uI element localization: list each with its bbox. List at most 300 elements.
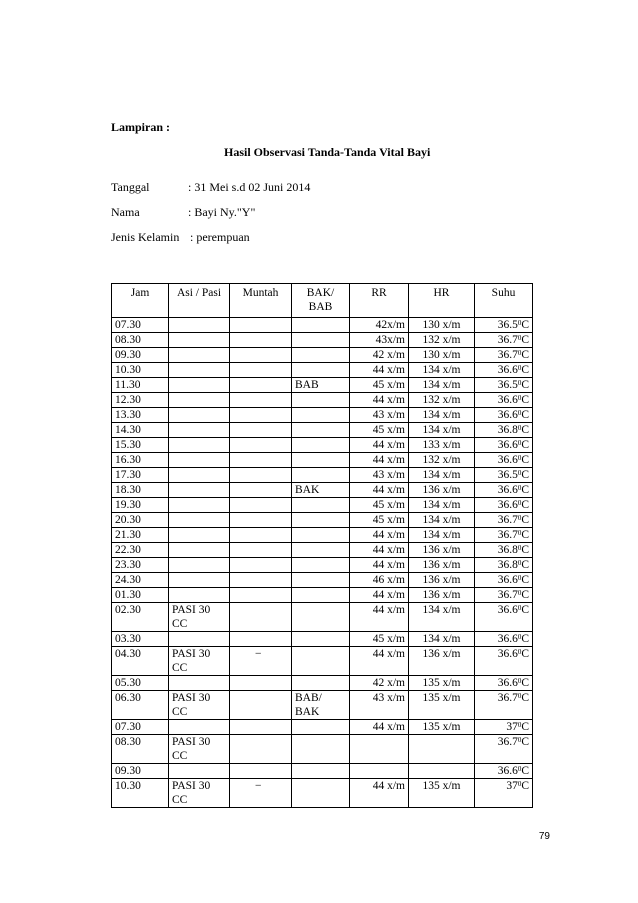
suhu-cell (475, 676, 533, 691)
suhu-value: 36.8 (497, 559, 518, 571)
degree-superscript: 0 (517, 574, 522, 582)
jam-cell: 03.30 (112, 632, 169, 647)
asi-pasi-cell (169, 333, 230, 348)
table-row (112, 483, 533, 498)
rr-cell: 44 x/m (350, 588, 409, 603)
suhu-value: 36.6 (497, 364, 518, 376)
table-row (112, 588, 533, 603)
jam-cell: 14.30 (112, 423, 169, 438)
suhu-cell (475, 632, 533, 647)
suhu-value: 36.6 (497, 454, 518, 466)
muntah-cell (230, 603, 292, 632)
suhu-cell (475, 438, 533, 453)
suhu-unit: C (521, 499, 529, 511)
suhu-cell (475, 408, 533, 423)
header-hr: HR (409, 284, 475, 318)
asi-pasi-cell (169, 483, 230, 498)
rr-cell: 42x/m (350, 318, 409, 333)
rr-cell: 45 x/m (350, 513, 409, 528)
hr-cell: 133 x/m (409, 438, 475, 453)
suhu-unit: C (521, 349, 529, 361)
jam-cell: 05.30 (112, 676, 169, 691)
suhu-value: 37 (506, 721, 518, 733)
bak-bab-cell (292, 735, 350, 764)
degree-superscript: 0 (517, 604, 522, 612)
rr-cell: 45 x/m (350, 498, 409, 513)
hr-cell: 136 x/m (409, 647, 475, 676)
jam-cell: 10.30 (112, 363, 169, 378)
suhu-cell (475, 603, 533, 632)
degree-superscript: 0 (517, 409, 522, 417)
rr-cell: 44 x/m (350, 528, 409, 543)
bak-bab-cell (292, 438, 350, 453)
muntah-cell: − (230, 647, 292, 676)
rr-cell: 46 x/m (350, 573, 409, 588)
bak-bab-cell (292, 764, 350, 779)
suhu-value: 36.6 (497, 574, 518, 586)
suhu-cell (475, 528, 533, 543)
jenis-kelamin-label: Jenis Kelamin (111, 230, 180, 244)
jam-cell: 06.30 (112, 691, 169, 720)
hr-cell: 132 x/m (409, 453, 475, 468)
muntah-cell: − (230, 779, 292, 808)
asi-pasi-cell (169, 528, 230, 543)
asi-pasi-cell (169, 632, 230, 647)
degree-superscript: 0 (517, 589, 522, 597)
degree-superscript: 0 (517, 499, 522, 507)
asi-pasi-cell (169, 468, 230, 483)
muntah-cell (230, 423, 292, 438)
jam-cell: 12.30 (112, 393, 169, 408)
jam-cell: 24.30 (112, 573, 169, 588)
muntah-cell (230, 691, 292, 720)
degree-superscript: 0 (517, 469, 522, 477)
hr-cell: 134 x/m (409, 468, 475, 483)
table-row (112, 423, 533, 438)
hr-cell: 134 x/m (409, 632, 475, 647)
asi-pasi-cell (169, 393, 230, 408)
hr-cell: 136 x/m (409, 558, 475, 573)
asi-pasi-cell (169, 558, 230, 573)
hr-cell: 136 x/m (409, 483, 475, 498)
jam-cell: 10.30 (112, 779, 169, 808)
hr-cell: 135 x/m (409, 779, 475, 808)
suhu-value: 36.6 (497, 484, 518, 496)
suhu-value: 36.5 (497, 379, 518, 391)
suhu-value: 36.7 (497, 736, 518, 748)
table-row (112, 513, 533, 528)
asi-pasi-cell (169, 318, 230, 333)
suhu-cell (475, 453, 533, 468)
table-row (112, 528, 533, 543)
rr-cell (350, 764, 409, 779)
asi-pasi-cell (169, 513, 230, 528)
vital-signs-table (111, 283, 533, 808)
bak-bab-cell: BAK (292, 483, 350, 498)
jam-cell: 23.30 (112, 558, 169, 573)
suhu-unit: C (521, 721, 529, 733)
degree-superscript: 0 (517, 319, 522, 327)
rr-cell: 44 x/m (350, 647, 409, 676)
table-row (112, 498, 533, 513)
suhu-unit: C (521, 559, 529, 571)
bak-bab-cell (292, 408, 350, 423)
suhu-unit: C (521, 424, 529, 436)
suhu-value: 36.7 (497, 349, 518, 361)
suhu-cell (475, 423, 533, 438)
suhu-unit: C (521, 469, 529, 481)
header-bak-bab: BAK/ BAB (292, 284, 350, 318)
hr-cell: 134 x/m (409, 363, 475, 378)
jenis-kelamin-value: : perempuan (190, 230, 250, 244)
suhu-unit: C (521, 604, 529, 616)
nama-label: Nama (111, 205, 140, 219)
suhu-value: 36.6 (497, 765, 518, 777)
degree-superscript: 0 (517, 559, 522, 567)
rr-cell (350, 735, 409, 764)
suhu-cell (475, 468, 533, 483)
jam-cell: 20.30 (112, 513, 169, 528)
suhu-unit: C (521, 648, 529, 660)
muntah-cell (230, 513, 292, 528)
suhu-value: 36.6 (497, 648, 518, 660)
bak-bab-cell (292, 779, 350, 808)
rr-cell: 42 x/m (350, 676, 409, 691)
jam-cell: 18.30 (112, 483, 169, 498)
header-rr: RR (350, 284, 409, 318)
suhu-value: 36.8 (497, 544, 518, 556)
bak-bab-cell (292, 468, 350, 483)
hr-cell: 134 x/m (409, 528, 475, 543)
suhu-cell (475, 363, 533, 378)
jam-cell: 15.30 (112, 438, 169, 453)
muntah-cell (230, 632, 292, 647)
asi-pasi-cell (169, 408, 230, 423)
suhu-unit: C (521, 439, 529, 451)
rr-cell: 43x/m (350, 333, 409, 348)
hr-cell: 130 x/m (409, 348, 475, 363)
bak-bab-cell (292, 632, 350, 647)
muntah-cell (230, 720, 292, 735)
header-suhu: Suhu (475, 284, 533, 318)
suhu-cell (475, 764, 533, 779)
rr-cell: 44 x/m (350, 543, 409, 558)
suhu-cell (475, 735, 533, 764)
muntah-cell (230, 348, 292, 363)
suhu-value: 36.6 (497, 633, 518, 645)
suhu-unit: C (521, 633, 529, 645)
suhu-cell (475, 588, 533, 603)
suhu-value: 36.5 (497, 319, 518, 331)
hr-cell (409, 735, 475, 764)
bak-bab-cell (292, 318, 350, 333)
suhu-cell (475, 378, 533, 393)
hr-cell: 135 x/m (409, 720, 475, 735)
rr-cell: 44 x/m (350, 558, 409, 573)
muntah-cell (230, 378, 292, 393)
jam-cell: 22.30 (112, 543, 169, 558)
rr-cell: 44 x/m (350, 720, 409, 735)
hr-cell: 134 x/m (409, 378, 475, 393)
table-row (112, 453, 533, 468)
hr-cell: 134 x/m (409, 408, 475, 423)
bak-bab-cell (292, 453, 350, 468)
table-row (112, 363, 533, 378)
suhu-cell (475, 393, 533, 408)
suhu-cell (475, 779, 533, 808)
table-row (112, 691, 533, 720)
jam-cell: 11.30 (112, 378, 169, 393)
table-row (112, 779, 533, 808)
suhu-value: 36.7 (497, 692, 518, 704)
table-row (112, 720, 533, 735)
table-row (112, 558, 533, 573)
hr-cell: 130 x/m (409, 318, 475, 333)
degree-superscript: 0 (517, 484, 522, 492)
jam-cell: 16.30 (112, 453, 169, 468)
muntah-cell (230, 468, 292, 483)
suhu-value: 36.6 (497, 394, 518, 406)
jam-cell: 08.30 (112, 735, 169, 764)
degree-superscript: 0 (517, 364, 522, 372)
hr-cell: 134 x/m (409, 423, 475, 438)
header-jam: Jam (112, 284, 169, 318)
jam-cell: 13.30 (112, 408, 169, 423)
suhu-unit: C (521, 319, 529, 331)
bak-bab-cell (292, 720, 350, 735)
degree-superscript: 0 (517, 334, 522, 342)
suhu-unit: C (521, 409, 529, 421)
degree-superscript: 0 (517, 633, 522, 641)
muntah-cell (230, 543, 292, 558)
bak-bab-cell (292, 676, 350, 691)
rr-cell: 45 x/m (350, 423, 409, 438)
bak-bab-cell (292, 528, 350, 543)
suhu-cell (475, 647, 533, 676)
suhu-cell (475, 691, 533, 720)
table-row (112, 603, 533, 632)
table-row (112, 378, 533, 393)
asi-pasi-cell (169, 438, 230, 453)
hr-cell: 135 x/m (409, 676, 475, 691)
tanggal-value: : 31 Mei s.d 02 Juni 2014 (188, 180, 311, 194)
suhu-cell (475, 318, 533, 333)
degree-superscript: 0 (517, 424, 522, 432)
suhu-value: 36.7 (497, 529, 518, 541)
muntah-cell (230, 408, 292, 423)
asi-pasi-cell (169, 378, 230, 393)
asi-pasi-cell (169, 543, 230, 558)
muntah-cell (230, 676, 292, 691)
lampiran-label: Lampiran : (111, 120, 171, 134)
rr-cell: 43 x/m (350, 691, 409, 720)
suhu-value: 36.6 (497, 604, 518, 616)
rr-cell: 44 x/m (350, 363, 409, 378)
suhu-cell (475, 558, 533, 573)
rr-cell: 44 x/m (350, 438, 409, 453)
hr-cell: 132 x/m (409, 393, 475, 408)
hr-cell: 136 x/m (409, 573, 475, 588)
asi-pasi-cell: PASI 30 CC (169, 691, 230, 720)
asi-pasi-cell: PASI 30 CC (169, 735, 230, 764)
table-row (112, 676, 533, 691)
suhu-unit: C (521, 514, 529, 526)
suhu-cell (475, 483, 533, 498)
muntah-cell (230, 498, 292, 513)
jam-cell: 01.30 (112, 588, 169, 603)
rr-cell: 45 x/m (350, 378, 409, 393)
degree-superscript: 0 (517, 544, 522, 552)
suhu-value: 36.5 (497, 469, 518, 481)
suhu-value: 36.6 (497, 499, 518, 511)
header-asi-pasi: Asi / Pasi (169, 284, 230, 318)
degree-superscript: 0 (517, 765, 522, 773)
muntah-cell (230, 588, 292, 603)
suhu-unit: C (521, 589, 529, 601)
degree-superscript: 0 (517, 394, 522, 402)
muntah-cell (230, 333, 292, 348)
suhu-value: 36.6 (497, 677, 518, 689)
table-row (112, 393, 533, 408)
table-row (112, 318, 533, 333)
degree-superscript: 0 (517, 514, 522, 522)
rr-cell: 43 x/m (350, 468, 409, 483)
suhu-value: 36.6 (497, 439, 518, 451)
asi-pasi-cell (169, 453, 230, 468)
bak-bab-cell: BAB/ BAK (292, 691, 350, 720)
nama-value: : Bayi Ny."Y" (188, 205, 256, 219)
suhu-cell (475, 498, 533, 513)
suhu-unit: C (521, 692, 529, 704)
jam-cell: 04.30 (112, 647, 169, 676)
degree-superscript: 0 (517, 454, 522, 462)
suhu-cell (475, 333, 533, 348)
bak-bab-cell (292, 498, 350, 513)
muntah-cell (230, 528, 292, 543)
degree-superscript: 0 (517, 349, 522, 357)
asi-pasi-cell (169, 720, 230, 735)
suhu-cell (475, 543, 533, 558)
rr-cell: 43 x/m (350, 408, 409, 423)
bak-bab-cell (292, 348, 350, 363)
jam-cell: 21.30 (112, 528, 169, 543)
hr-cell: 135 x/m (409, 691, 475, 720)
tanggal-label: Tanggal (111, 180, 150, 194)
suhu-unit: C (521, 780, 529, 792)
rr-cell: 45 x/m (350, 632, 409, 647)
header-muntah: Muntah (230, 284, 292, 318)
suhu-unit: C (521, 484, 529, 496)
suhu-unit: C (521, 574, 529, 586)
hr-cell: 136 x/m (409, 543, 475, 558)
degree-superscript: 0 (517, 692, 522, 700)
suhu-unit: C (521, 454, 529, 466)
bak-bab-cell (292, 543, 350, 558)
degree-superscript: 0 (517, 721, 522, 729)
suhu-unit: C (521, 364, 529, 376)
asi-pasi-cell (169, 764, 230, 779)
table-row (112, 735, 533, 764)
suhu-unit: C (521, 334, 529, 346)
table-header-row (112, 284, 533, 318)
suhu-value: 36.8 (497, 424, 518, 436)
asi-pasi-cell: PASI 30 CC (169, 603, 230, 632)
table-row (112, 543, 533, 558)
suhu-value: 36.7 (497, 514, 518, 526)
bak-bab-cell (292, 588, 350, 603)
table-row (112, 647, 533, 676)
muntah-cell (230, 453, 292, 468)
muntah-cell (230, 393, 292, 408)
degree-superscript: 0 (517, 780, 522, 788)
suhu-value: 36.7 (497, 589, 518, 601)
muntah-cell (230, 438, 292, 453)
jam-cell: 08.30 (112, 333, 169, 348)
asi-pasi-cell (169, 588, 230, 603)
bak-bab-cell: BAB (292, 378, 350, 393)
rr-cell: 44 x/m (350, 453, 409, 468)
suhu-cell (475, 720, 533, 735)
suhu-cell (475, 513, 533, 528)
muntah-cell (230, 363, 292, 378)
table-row (112, 573, 533, 588)
bak-bab-cell (292, 558, 350, 573)
suhu-unit: C (521, 765, 529, 777)
table-row (112, 348, 533, 363)
hr-cell (409, 764, 475, 779)
muntah-cell (230, 558, 292, 573)
degree-superscript: 0 (517, 529, 522, 537)
bak-bab-cell (292, 573, 350, 588)
suhu-unit: C (521, 529, 529, 541)
rr-cell: 44 x/m (350, 603, 409, 632)
muntah-cell (230, 318, 292, 333)
asi-pasi-cell (169, 363, 230, 378)
bak-bab-cell (292, 513, 350, 528)
table-row (112, 438, 533, 453)
page-number: 79 (538, 831, 550, 842)
muntah-cell (230, 483, 292, 498)
table-row (112, 764, 533, 779)
jam-cell: 02.30 (112, 603, 169, 632)
rr-cell: 44 x/m (350, 393, 409, 408)
suhu-cell (475, 573, 533, 588)
table-row (112, 408, 533, 423)
jam-cell: 09.30 (112, 764, 169, 779)
asi-pasi-cell (169, 423, 230, 438)
bak-bab-cell (292, 363, 350, 378)
hr-cell: 134 x/m (409, 603, 475, 632)
suhu-unit: C (521, 394, 529, 406)
jam-cell: 07.30 (112, 318, 169, 333)
jam-cell: 07.30 (112, 720, 169, 735)
bak-bab-cell (292, 647, 350, 676)
hr-cell: 134 x/m (409, 513, 475, 528)
jam-cell: 19.30 (112, 498, 169, 513)
asi-pasi-cell: PASI 30 CC (169, 779, 230, 808)
degree-superscript: 0 (517, 379, 522, 387)
bak-bab-cell (292, 333, 350, 348)
muntah-cell (230, 735, 292, 764)
degree-superscript: 0 (517, 677, 522, 685)
asi-pasi-cell: PASI 30 CC (169, 647, 230, 676)
asi-pasi-cell (169, 573, 230, 588)
suhu-value: 37 (506, 780, 518, 792)
bak-bab-cell (292, 393, 350, 408)
suhu-unit: C (521, 677, 529, 689)
hr-cell: 134 x/m (409, 498, 475, 513)
suhu-value: 36.7 (497, 334, 518, 346)
